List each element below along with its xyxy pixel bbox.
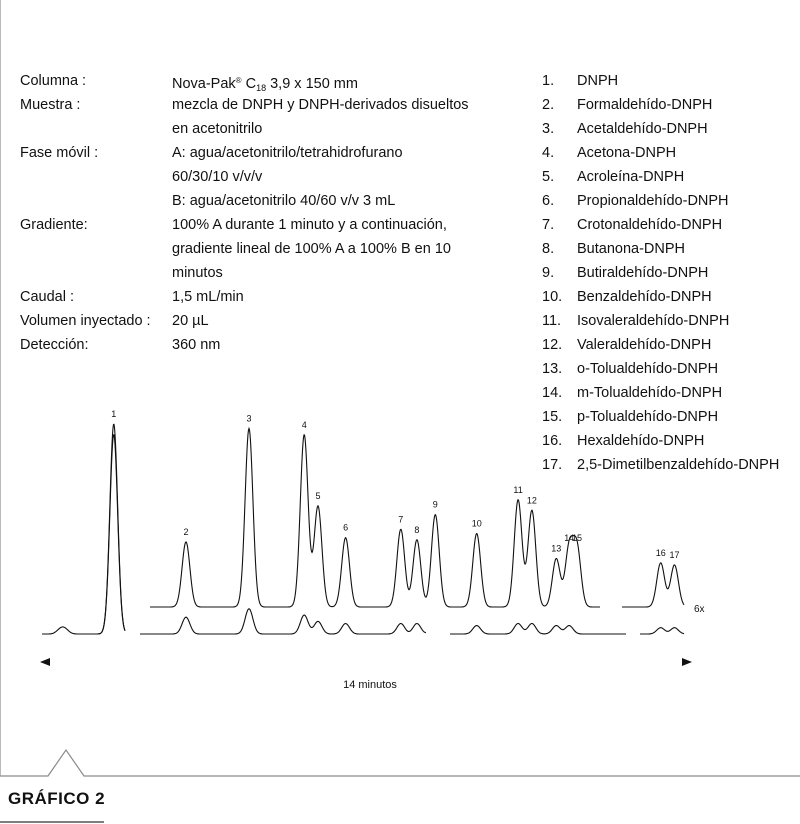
- expanded-trace-line: [150, 429, 600, 608]
- expanded-trace-line-1: [92, 424, 125, 634]
- condition-value: A: agua/acetonitrilo/tetrahidrofurano: [172, 145, 403, 161]
- scale-factor-label: 6x: [694, 604, 705, 615]
- peak-label: 13: [551, 543, 562, 554]
- baseline-trace-line: [140, 609, 426, 634]
- baseline-trace-line: [450, 624, 626, 635]
- peak-label: 11: [513, 484, 523, 495]
- peak-label: 4: [301, 419, 307, 430]
- condition-value: mezcla de DNPH y DNPH-derivados disueltos: [172, 97, 469, 113]
- peak-label: 5: [315, 491, 321, 502]
- peak-label: 16: [655, 547, 666, 558]
- condition-label: Fase móvil :: [20, 145, 99, 161]
- peak-label: 3: [246, 413, 252, 424]
- peak-label: 2: [183, 526, 189, 537]
- condition-value: minutos: [172, 265, 223, 281]
- axis-arrow-right: [682, 658, 692, 666]
- figure-title: GRÁFICO 2: [8, 789, 106, 808]
- condition-label: Columna :: [20, 73, 87, 89]
- time-axis-label: 14 minutos: [343, 679, 397, 691]
- peak-label: 17: [669, 550, 680, 560]
- condition-value: 60/30/10 v/v/v: [172, 169, 263, 185]
- baseline-trace-line: [42, 435, 125, 634]
- baseline-trace-line: [640, 628, 684, 634]
- peak-label: 7: [398, 514, 404, 525]
- condition-value: 100% A durante 1 minuto y a continuación,: [172, 217, 447, 233]
- peak-label: 9: [432, 499, 438, 510]
- peak-label: 1: [111, 409, 117, 419]
- condition-value: 20 µL: [172, 313, 209, 329]
- expanded-trace-line: [622, 563, 684, 607]
- condition-value-columna: Nova-Pak® $C_{18}$ 3,9 x 150 mm: [172, 76, 358, 93]
- condition-value: gradiente lineal de 100% A a 100% B en 10: [172, 241, 451, 257]
- peak-label-layer: [111, 409, 679, 560]
- condition-label: Gradiente:: [20, 217, 88, 233]
- axis-arrow-left: [40, 658, 50, 666]
- condition-value: 1,5 mL/min: [172, 289, 244, 305]
- condition-value: 360 nm: [172, 337, 221, 353]
- condition-label: Caudal :: [20, 289, 75, 305]
- time-axis: [40, 658, 692, 691]
- condition-label: Volumen inyectado :: [20, 313, 151, 329]
- trace-layer: [42, 424, 684, 634]
- condition-value: B: agua/acetonitrilo 40/60 v/v 3 mL: [172, 193, 396, 209]
- peak-label: 14: [564, 533, 575, 544]
- condition-value: en acetonitrilo: [172, 121, 263, 137]
- condition-label: Detección:: [20, 337, 89, 353]
- condition-label: Muestra :: [20, 97, 81, 113]
- peak-label: 8: [414, 524, 420, 535]
- peak-label: 6: [343, 522, 349, 533]
- peak-label: 12: [526, 495, 537, 506]
- peak-label: 15: [571, 533, 583, 544]
- peak-label: 10: [471, 518, 482, 529]
